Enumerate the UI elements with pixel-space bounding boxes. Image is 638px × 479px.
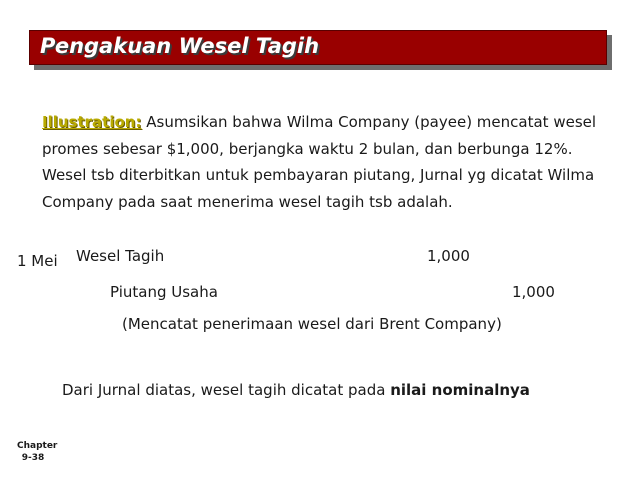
- conclusion-emphasis: nilai nominalnya: [390, 381, 530, 399]
- journal-credit-amount: 1,000: [512, 283, 555, 301]
- slide-title: Pengakuan Wesel Tagih: [40, 34, 320, 58]
- chapter-footer: [17, 440, 58, 464]
- journal-debit-account: Wesel Tagih: [76, 247, 165, 265]
- conclusion-line: [62, 381, 530, 399]
- chapter-label: Chapter: [17, 441, 58, 451]
- journal-debit-amount: 1,000: [427, 247, 470, 265]
- illustration-label: Illustration:: [42, 113, 142, 131]
- journal-date: 1 Mei: [17, 252, 58, 270]
- journal-credit-account: Piutang Usaha: [110, 283, 218, 301]
- illustration-paragraph: [42, 109, 602, 215]
- page-number: 9-38: [21, 453, 45, 463]
- journal-memo: (Mencatat penerimaan wesel dari Brent Company): [122, 315, 502, 333]
- illustration-text: Asumsikan bahwa Wilma Company (payee) mencatat wesel promes sebesar $1,000, berjangka waktu 2 bulan, dan berbunga 12%. Wesel tsb diterbitkan untuk pembayaran piutang, Jurnal yg dicatat Wilma Company pada saat menerima wesel tagih tsb adalah.: [42, 113, 597, 211]
- title-bar: [29, 30, 607, 65]
- conclusion-text: Dari Jurnal diatas, wesel tagih dicatat pada: [62, 381, 391, 399]
